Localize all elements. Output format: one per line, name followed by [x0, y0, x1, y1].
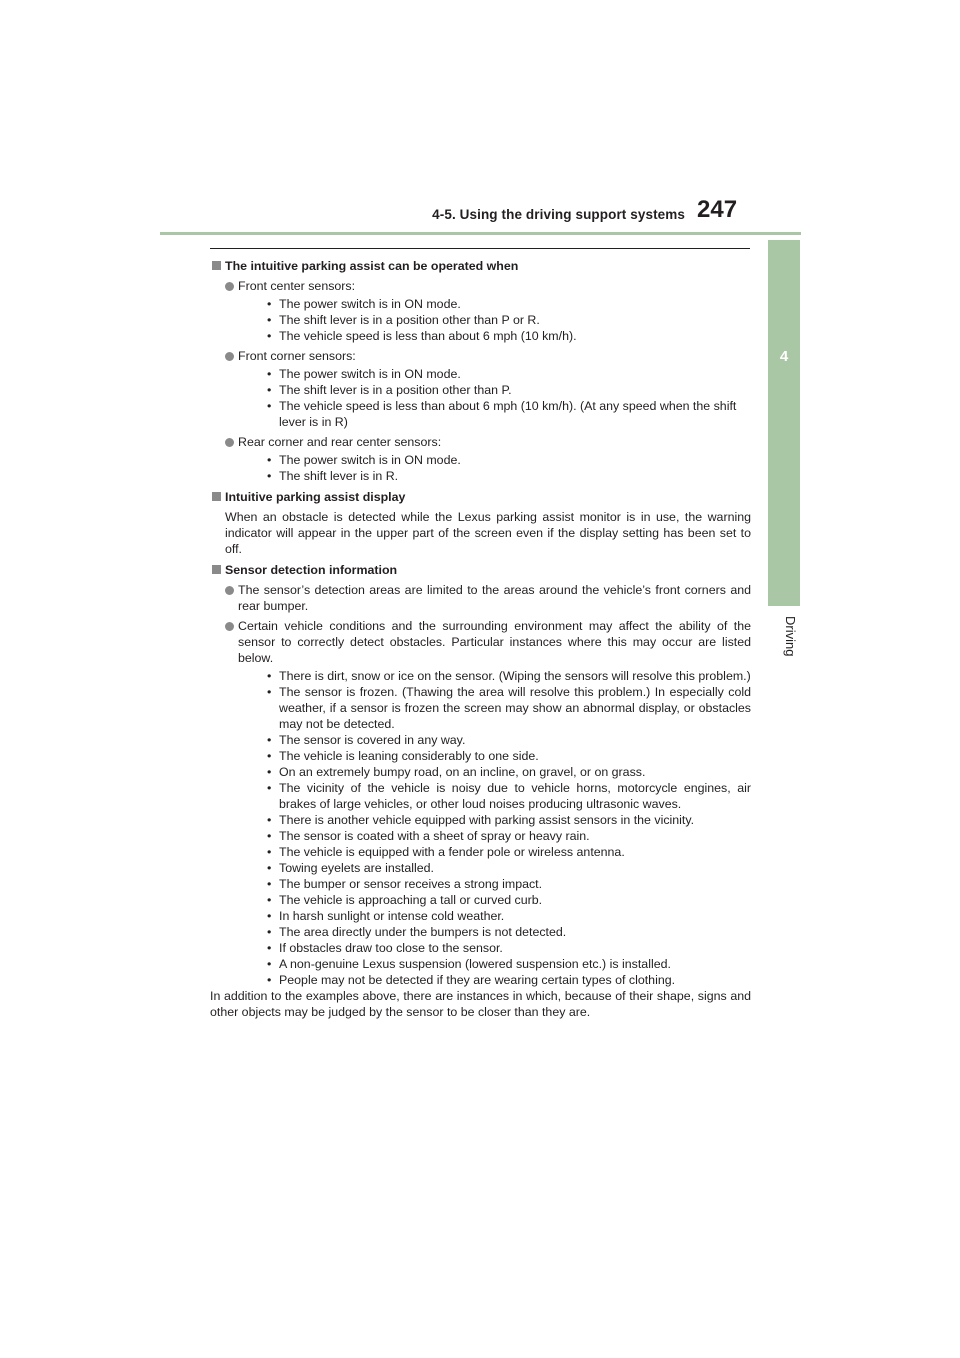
dot-bullet-icon: •	[267, 453, 272, 467]
square-bullet-icon	[212, 565, 221, 574]
square-bullet-icon	[212, 261, 221, 270]
header-rule	[160, 232, 801, 235]
sub-item-text: The sensor is coated with a sheet of spray or heavy rain.	[279, 829, 590, 843]
dot-bullet-icon: •	[267, 845, 272, 859]
section-heading	[210, 562, 751, 578]
sub-item-text: The shift lever is in a position other than P or R.	[279, 313, 540, 327]
sub-item	[238, 892, 751, 908]
page-content	[210, 258, 751, 1025]
sub-item	[238, 812, 751, 828]
sub-item	[238, 732, 751, 748]
section-rule	[210, 248, 750, 249]
circle-bullet-icon	[225, 586, 234, 595]
sub-item-text: The power switch is in ON mode.	[279, 453, 461, 467]
dot-bullet-icon: •	[267, 861, 272, 875]
sub-item-text: People may not be detected if they are wearing certain types of clothing.	[279, 973, 676, 987]
sub-item	[238, 748, 751, 764]
sub-item-text: The vehicle speed is less than about 6 mph (10 km/h).	[279, 329, 577, 343]
list-item	[210, 434, 751, 484]
chapter-number: 4	[779, 348, 789, 365]
list-item-label: Front center sensors:	[238, 279, 356, 293]
dot-bullet-icon: •	[267, 313, 272, 327]
sub-item	[238, 382, 751, 398]
sub-item-text: The power switch is in ON mode.	[279, 367, 461, 381]
dot-bullet-icon: •	[267, 973, 272, 987]
sub-list	[238, 668, 751, 988]
list-item-label: The sensor’s detection areas are limited to the areas around the vehicle’s front corners and rear bumper.	[238, 583, 751, 613]
sub-item	[238, 844, 751, 860]
page-header	[0, 0, 960, 240]
sub-item-text: There is dirt, snow or ice on the sensor. (Wiping the sensors will resolve this problem.)	[279, 669, 751, 683]
sub-item-text: The sensor is frozen. (Thawing the area will resolve this problem.) In especially cold weather, if a sensor is frozen the screen may show an abnormal display, or obstacles may not be detected.	[279, 685, 751, 731]
sub-item-text: If obstacles draw too close to the sensor.	[279, 941, 503, 955]
list-item	[210, 278, 751, 344]
sub-item	[238, 668, 751, 684]
section-operating-conditions	[210, 258, 751, 484]
sub-item	[238, 924, 751, 940]
dot-bullet-icon: •	[267, 399, 272, 413]
header-section-title: 4-5. Using the driving support systems	[432, 207, 685, 222]
sub-item	[238, 296, 751, 312]
circle-bullet-icon	[225, 352, 234, 361]
page-number: 247	[697, 196, 738, 223]
sub-item	[238, 398, 751, 430]
closing-paragraph: In addition to the examples above, there are instances in which, because of their shape, signs and other objects may be judged by the sensor to be closer than they are.	[210, 989, 751, 1019]
dot-bullet-icon: •	[267, 749, 272, 763]
dot-bullet-icon: •	[267, 941, 272, 955]
sub-item	[238, 956, 751, 972]
sub-item-text: A non-genuine Lexus suspension (lowered suspension etc.) is installed.	[279, 957, 671, 971]
list-item	[210, 618, 751, 988]
sub-list	[238, 366, 751, 430]
sub-item	[238, 908, 751, 924]
section-heading-text: Intuitive parking assist display	[225, 490, 406, 504]
sub-item	[238, 328, 751, 344]
sub-item-text: There is another vehicle equipped with parking assist sensors in the vicinity.	[279, 813, 695, 827]
sub-list	[238, 296, 751, 344]
sub-item-text: The area directly under the bumpers is not detected.	[279, 925, 567, 939]
circle-bullet-icon	[225, 622, 234, 631]
dot-bullet-icon: •	[267, 383, 272, 397]
dot-bullet-icon: •	[267, 877, 272, 891]
chapter-side-tab	[768, 240, 800, 606]
dot-bullet-icon: •	[267, 329, 272, 343]
square-bullet-icon	[212, 492, 221, 501]
sub-item	[238, 780, 751, 812]
sub-item	[238, 312, 751, 328]
section-detection-info	[210, 562, 751, 1020]
circle-bullet-icon	[225, 438, 234, 447]
sub-item-text: The bumper or sensor receives a strong impact.	[279, 877, 543, 891]
dot-bullet-icon: •	[267, 957, 272, 971]
section-body: When an obstacle is detected while the Lexus parking assist monitor is in use, the warning indicator will appear in the upper part of the screen even if the display setting has been set to off.	[225, 510, 751, 556]
sub-item	[238, 860, 751, 876]
sub-item-text: The shift lever is in a position other than P.	[279, 383, 512, 397]
sub-item-text: Towing eyelets are installed.	[279, 861, 434, 875]
sub-item-text: The power switch is in ON mode.	[279, 297, 461, 311]
sub-item	[238, 876, 751, 892]
sub-item	[238, 468, 751, 484]
list-item-label: Certain vehicle conditions and the surrounding environment may affect the ability of the sensor to correctly detect obstacles. Particular instances where this may occur are listed below.	[238, 619, 751, 665]
dot-bullet-icon: •	[267, 909, 272, 923]
section-heading	[210, 258, 751, 274]
sub-item	[238, 828, 751, 844]
dot-bullet-icon: •	[267, 367, 272, 381]
sub-item-text: On an extremely bumpy road, on an incline, on gravel, or on grass.	[279, 765, 646, 779]
sub-item-text: The vehicle is leaning considerably to one side.	[279, 749, 539, 763]
dot-bullet-icon: •	[267, 765, 272, 779]
sub-item-text: The shift lever is in R.	[279, 469, 399, 483]
dot-bullet-icon: •	[267, 685, 272, 699]
sub-item	[238, 764, 751, 780]
sub-item-text: The vehicle speed is less than about 6 mph (10 km/h). (At any speed when the shift lever is in R)	[279, 399, 737, 429]
sub-item-text: In harsh sunlight or intense cold weather.	[279, 909, 505, 923]
dot-bullet-icon: •	[267, 893, 272, 907]
sub-item-text: The vehicle is equipped with a fender pole or wireless antenna.	[279, 845, 625, 859]
dot-bullet-icon: •	[267, 469, 272, 483]
circle-bullet-icon	[225, 282, 234, 291]
list-item-label: Front corner sensors:	[238, 349, 356, 363]
dot-bullet-icon: •	[267, 669, 272, 683]
sub-list	[238, 452, 751, 484]
sub-item	[238, 366, 751, 382]
dot-bullet-icon: •	[267, 829, 272, 843]
list-item-label: Rear corner and rear center sensors:	[238, 435, 442, 449]
sub-item	[238, 940, 751, 956]
sub-item	[238, 684, 751, 732]
list-item	[210, 582, 751, 614]
sub-item-text: The vehicle is approaching a tall or curved curb.	[279, 893, 543, 907]
section-heading-text: The intuitive parking assist can be operated when	[225, 259, 519, 273]
section-display	[210, 489, 751, 557]
chapter-label: Driving	[783, 616, 798, 657]
sub-item-text: The sensor is covered in any way.	[279, 733, 466, 747]
dot-bullet-icon: •	[267, 813, 272, 827]
dot-bullet-icon: •	[267, 925, 272, 939]
section-heading-text: Sensor detection information	[225, 563, 398, 577]
list-item	[210, 348, 751, 430]
dot-bullet-icon: •	[267, 733, 272, 747]
sub-item	[238, 452, 751, 468]
dot-bullet-icon: •	[267, 297, 272, 311]
section-heading	[210, 489, 751, 505]
sub-item	[238, 972, 751, 988]
dot-bullet-icon: •	[267, 781, 272, 795]
sub-item-text: The vicinity of the vehicle is noisy due to vehicle horns, motorcycle engines, air brakes of large vehicles, or other loud noises producing ultrasonic waves.	[279, 781, 751, 811]
